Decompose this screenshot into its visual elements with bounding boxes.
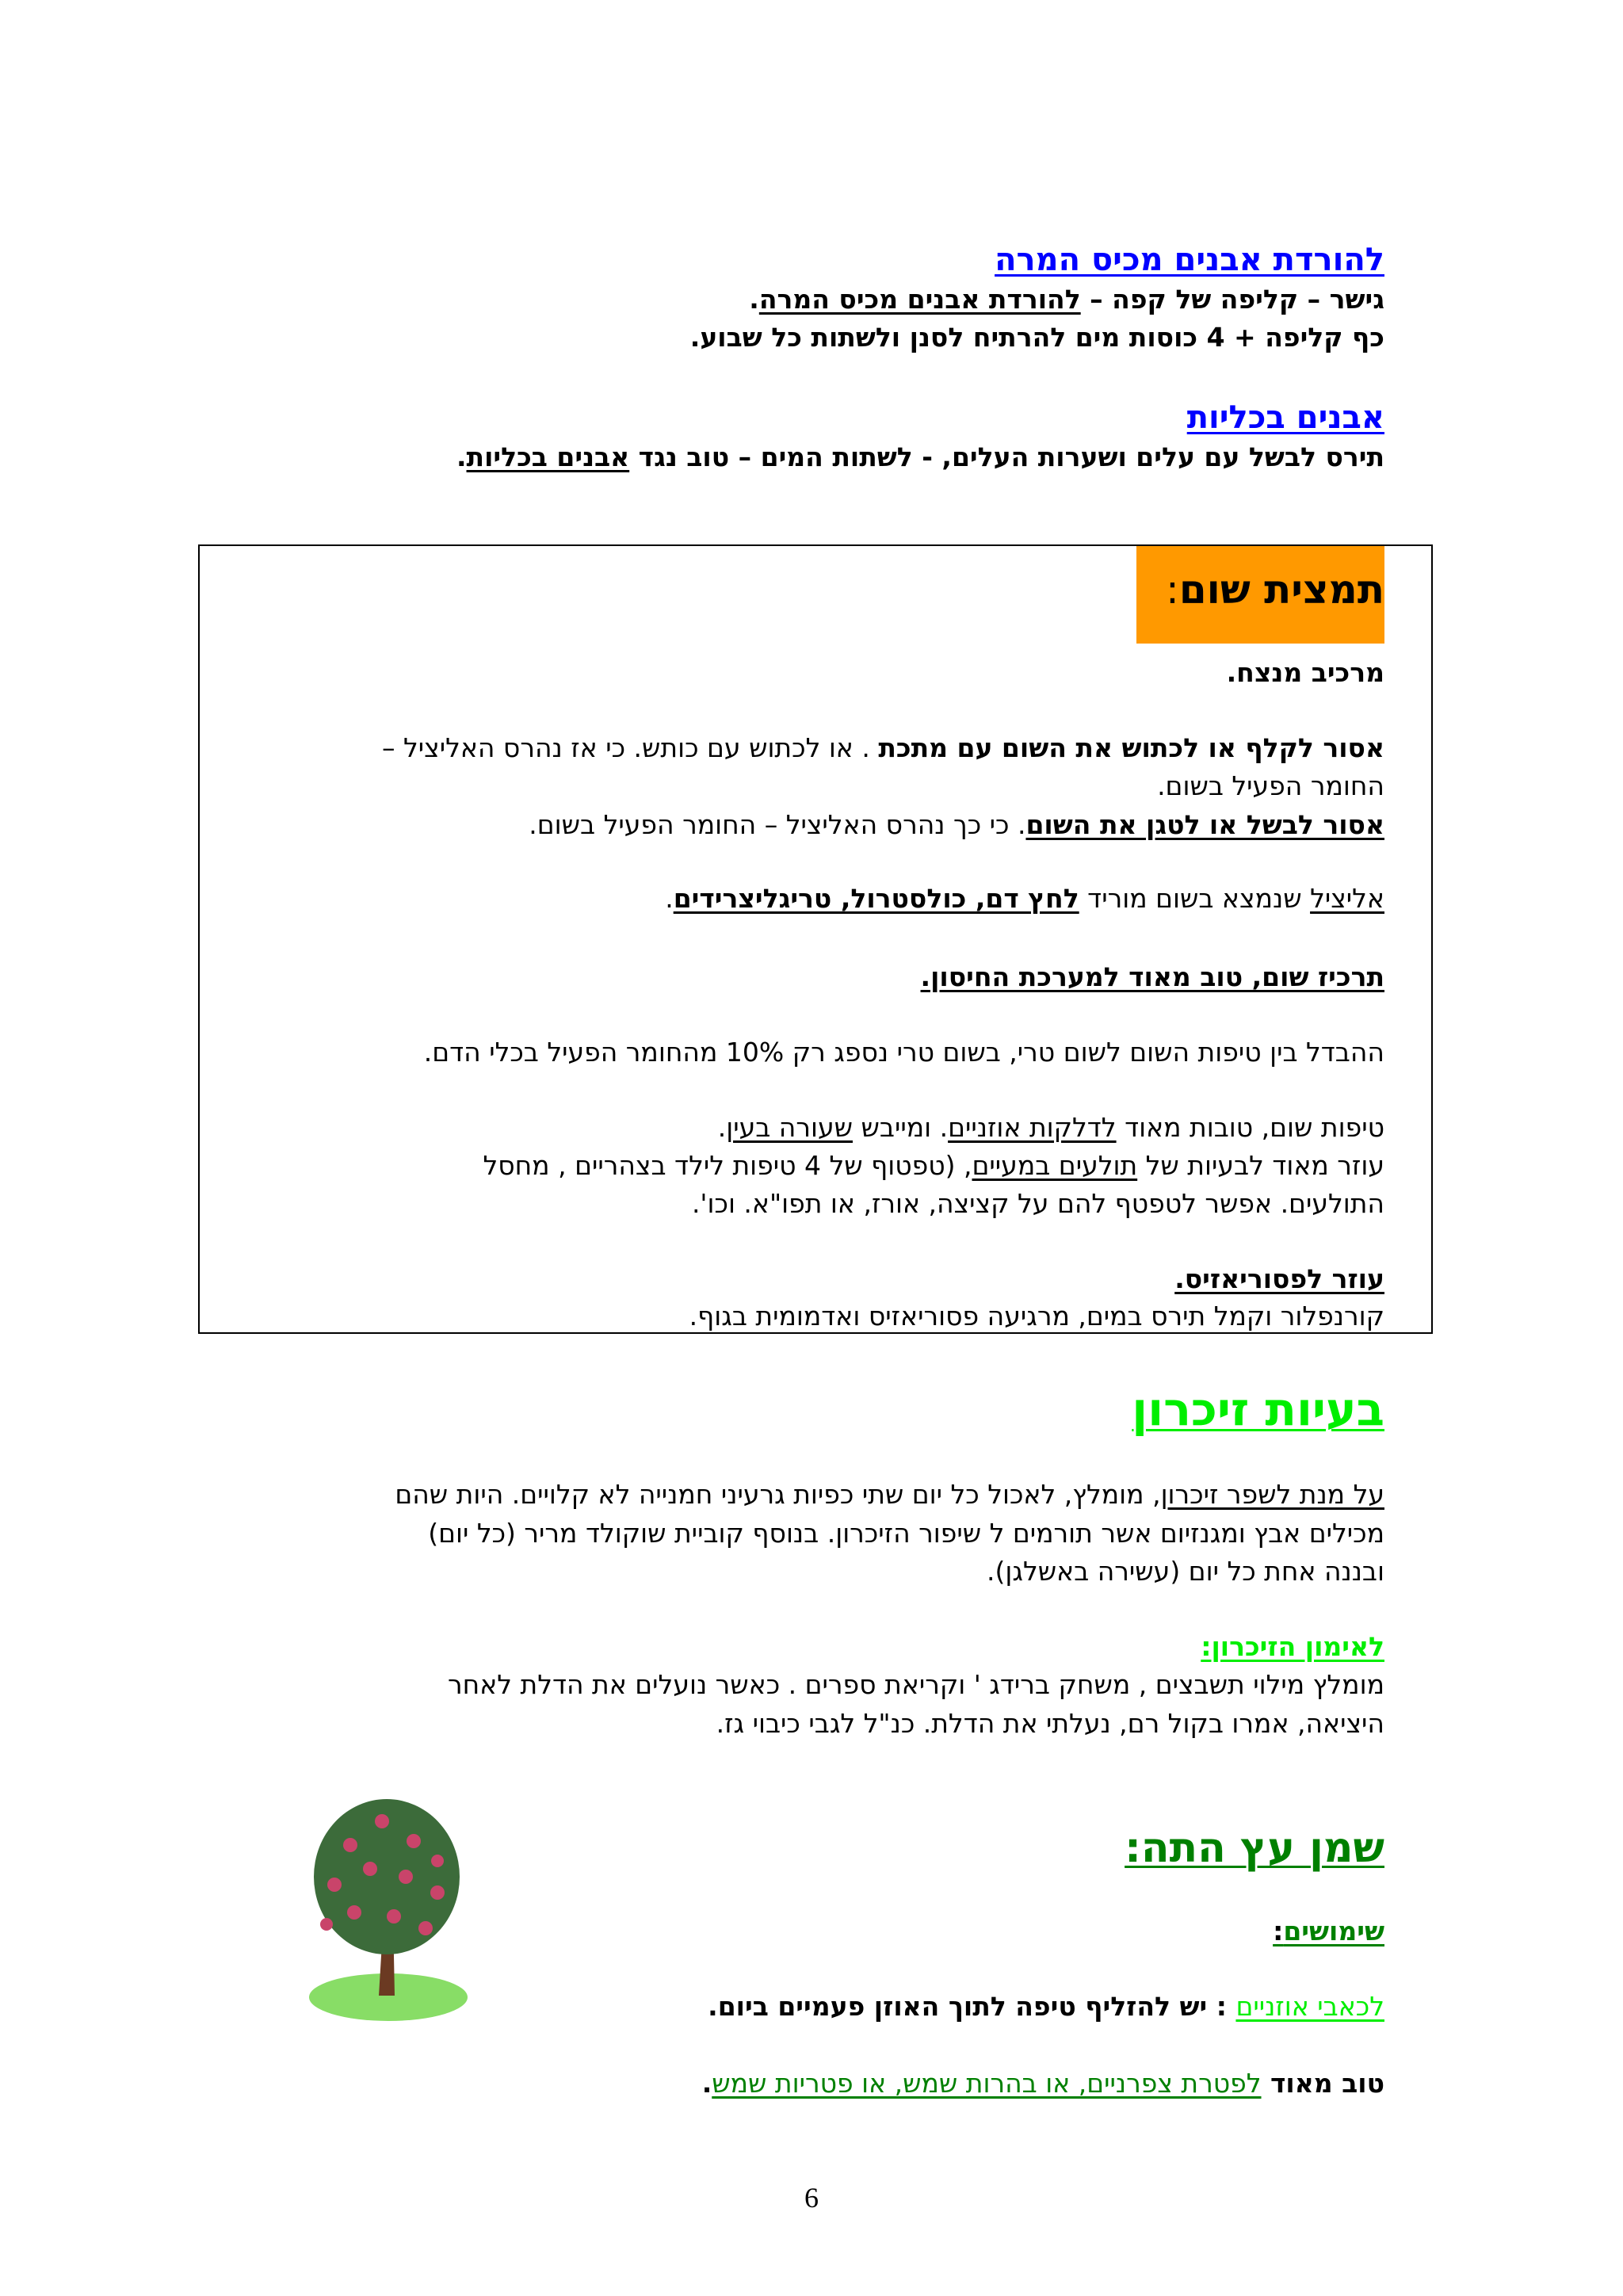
text: אסור לבשל או לטגן את השום bbox=[1025, 809, 1384, 840]
garlic-p1-line2: החומר הפעיל בשום. bbox=[1157, 770, 1384, 801]
memory-training-line2: היציאה, אמרו בקול רם, נעלתי את הדלת. כנ"ל לגבי כיבוי גז. bbox=[716, 1708, 1384, 1739]
garlic-psoriasis-text: קורנפלור וקמל תירס במים, מרגיעה פסוריאזיס ואדמומית בגוף. bbox=[689, 1301, 1384, 1331]
text: טיפות שום, טובות מאוד bbox=[1116, 1112, 1384, 1143]
garlic-p4: תרכיז שום, טוב מאוד למערכת החיסון. bbox=[920, 961, 1384, 992]
gallstones-inline-link[interactable]: להורדת אבנים מכיס המרה bbox=[758, 284, 1081, 315]
page-number: 6 bbox=[804, 2182, 819, 2214]
tea-tree-illustration bbox=[303, 1797, 471, 2027]
memory-training-heading: לאימון הזיכרון: bbox=[1201, 1631, 1384, 1662]
text: . או לכתוש עם כותש. כי אז נהרס האליציל – bbox=[381, 732, 879, 763]
gallstones-line-2: כף קליפה + 4 כוסות מים להרתיח לסנן ולשתות כל שבוע. bbox=[689, 322, 1384, 353]
gallstones-heading-link[interactable]: להורדת אבנים מכיס המרה bbox=[995, 242, 1384, 278]
text: , מומלץ, לאכול כל יום שתי כפיות גרעיני חמנייה לא קלויים. היות שהם bbox=[395, 1479, 1161, 1510]
teatree-heading: שמן עץ התה: bbox=[1125, 1824, 1384, 1872]
text: . bbox=[456, 441, 467, 472]
memory-p1 bbox=[395, 1477, 1384, 1512]
kidney-heading-link[interactable]: אבנים בכליות bbox=[1186, 399, 1384, 436]
kidney-inline-link[interactable]: אבנים בכליות bbox=[466, 441, 630, 472]
garlic-p2 bbox=[529, 808, 1384, 842]
memory-heading: בעיות זיכרון bbox=[1132, 1382, 1384, 1436]
text: אסור לקלף או לכתוש את השום עם מתכת bbox=[878, 732, 1384, 763]
colon: : bbox=[1165, 567, 1179, 613]
text: לחץ דם, כולסטרול, טריגליצרידים bbox=[673, 883, 1079, 914]
text: : יש להזליף טיפה לתוך האוזן פעמיים ביום. bbox=[708, 1991, 1236, 2022]
text: . כי כך נהרס האליציל – החומר הפעיל בשום. bbox=[529, 809, 1026, 840]
text: טוב מאוד bbox=[1261, 2068, 1384, 2099]
teatree-ears bbox=[708, 1989, 1384, 2024]
text: . ומייבש bbox=[853, 1112, 949, 1143]
garlic-title-highlight bbox=[1136, 546, 1384, 644]
text: . bbox=[749, 284, 759, 315]
gallstones-line-1 bbox=[749, 282, 1384, 317]
text: שימושים bbox=[1283, 1916, 1384, 1946]
text: עוזר מאוד לבעיות של bbox=[1137, 1150, 1384, 1181]
text: תולעים במעיים bbox=[972, 1150, 1138, 1181]
garlic-p6 bbox=[718, 1110, 1384, 1145]
text: שעורה בעין bbox=[726, 1112, 854, 1143]
text: . bbox=[665, 883, 674, 914]
text: לדלקות אוזניים bbox=[948, 1112, 1117, 1143]
text: שנמצא בשום מוריד bbox=[1079, 883, 1311, 914]
memory-training-line1: מומלץ מילוי תשבצים , משחק ברידג ' וקריאת ספרים . כאשר נועלים את הדלת לאחר bbox=[448, 1669, 1384, 1700]
text: גישר – קליפה של קפה – bbox=[1080, 284, 1384, 315]
text: אליציל bbox=[1310, 883, 1384, 914]
garlic-p1 bbox=[382, 731, 1384, 766]
garlic-p5: ההבדל בין טיפות השום לשום טרי, בשום טרי נספג רק 10% מהחומר הפעיל בכלי הדם. bbox=[423, 1037, 1384, 1068]
garlic-psoriasis-heading: עוזר לפסוריאזיס. bbox=[1174, 1263, 1384, 1294]
memory-p1-line3: ובננה אחת כל יום (עשירה באשלגן). bbox=[987, 1556, 1384, 1587]
text: . bbox=[701, 2068, 712, 2099]
garlic-title: תמצית שום bbox=[1178, 567, 1384, 613]
colon: : bbox=[1273, 1916, 1284, 1946]
teatree-uses bbox=[1273, 1914, 1384, 1949]
garlic-p7-line2: התולעים. אפשר לטפטף להם על קציצה, אורז, או תפו"א. וכו'. bbox=[691, 1188, 1384, 1219]
text: , (טפטוף של 4 טיפות לילד בצהריים , מחסל bbox=[483, 1150, 972, 1181]
text: . bbox=[717, 1112, 727, 1143]
garlic-ingredient: מרכיב מנצח. bbox=[1226, 657, 1384, 688]
text: על מנת לשפר זיכרון bbox=[1160, 1479, 1384, 1510]
ears-link[interactable]: לכאבי אוזניים bbox=[1235, 1991, 1384, 2022]
garlic-p7 bbox=[483, 1148, 1384, 1183]
text: תירס לבשל עם עלים ושערות העלים, - לשתות המים – טוב נגד bbox=[629, 441, 1384, 472]
memory-p1-line2: מכילים אבץ ומגנזיום אשר תורמים ל שיפור הזיכרון. בנוסף קוביית שוקולד מריר (כל יום) bbox=[428, 1518, 1384, 1549]
fungus-link[interactable]: לפטרת צפרניים, או בהרות שמש, או פטריות שמש bbox=[712, 2068, 1262, 2099]
kidney-line bbox=[456, 440, 1384, 475]
garlic-p3 bbox=[665, 881, 1384, 916]
teatree-good bbox=[702, 2066, 1384, 2101]
